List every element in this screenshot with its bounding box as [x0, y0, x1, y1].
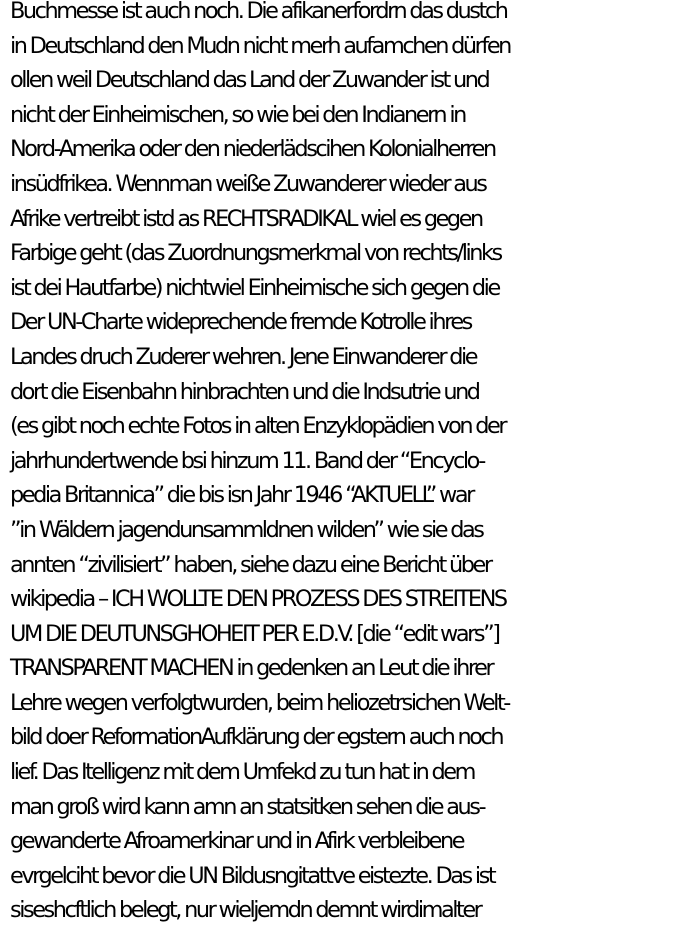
text-line: evrgelciht bevor die UN Bildusngitattve eistezte. Das ist: [10, 862, 495, 889]
text-line: annten “zivilisiert” haben, siehe dazu eine Bericht über: [10, 551, 491, 578]
text-line: lief. Das Itelligenz mit dem Umfekd zu tun hat in dem: [10, 759, 474, 786]
body-text: [10, 0, 682, 928]
text-line: Der UN-Charte wideprechende fremde Kotrolle ihres: [10, 309, 471, 336]
text-line: Farbige geht (das Zuordnungsmerkmal von rechts/links: [10, 240, 501, 267]
text-line: UM DIE DEUTUNSGHOHEIT PER E.D.V. [die “edit wars”]: [10, 620, 499, 647]
text-line: ist dei Hautfarbe) nichtwiel Einheimische sich gegen die: [10, 274, 499, 301]
text-line: dort die Eisenbahn hinbrachten und die Indsutrie und: [10, 378, 479, 405]
text-line: ollen weil Deutschland das Land der Zuwander ist und: [10, 67, 489, 94]
text-line: Lehre wegen verfolgtwurden, beim heliozetrsichen Welt-: [10, 689, 509, 716]
text-line: Landes druch Zuderer wehren. Jene Einwanderer die: [10, 343, 477, 370]
text-line: wikipedia – ICH WOLLTE DEN PROZESS DES STREITENS: [10, 586, 506, 613]
text-line: gewanderte Afroamerkinar und in Afirk verbleibene: [10, 828, 464, 855]
text-line: siseshcftlich belegt, nur wieljemdn demnt wirdimalter: [10, 897, 481, 924]
text-line: bild doer ReformationAufklärung der egstern auch noch: [10, 724, 503, 751]
text-line: nicht der Einheimischen, so wie bei den Indianern in: [10, 101, 465, 128]
text-line: TRANSPARENT MACHEN in gedenken an Leut die ihrer: [10, 655, 493, 682]
text-line: ”in Wäldern jagendunsammldnen wilden” wie sie das: [10, 516, 483, 543]
text-line: Buchmesse ist auch noch. Die afikanerfordrn das dustch: [10, 0, 507, 24]
text-line: jahrhundertwende bsi hinzum 11. Band der “Encyclo-: [10, 447, 484, 474]
text-line: Afrike vertreibt istd as RECHTSRADIKAL wiel es gegen: [10, 205, 482, 232]
text-line: pedia Britannica” die bis isn Jahr 1946 “AKTUELL” war: [10, 482, 473, 509]
text-line: insüdfrikea. Wennman weiße Zuwanderer wieder aus: [10, 170, 486, 197]
text-line: in Deutschland den Mudn nicht merh aufamchen dürfen: [10, 32, 510, 59]
text-line: Nord-Amerika oder den niederlädscihen Kolonialherren: [10, 136, 495, 163]
text-line: (es gibt noch echte Fotos in alten Enzyklopädien von der: [10, 413, 506, 440]
text-line: man groß wird kann amn an statsitken sehen die aus-: [10, 793, 485, 820]
